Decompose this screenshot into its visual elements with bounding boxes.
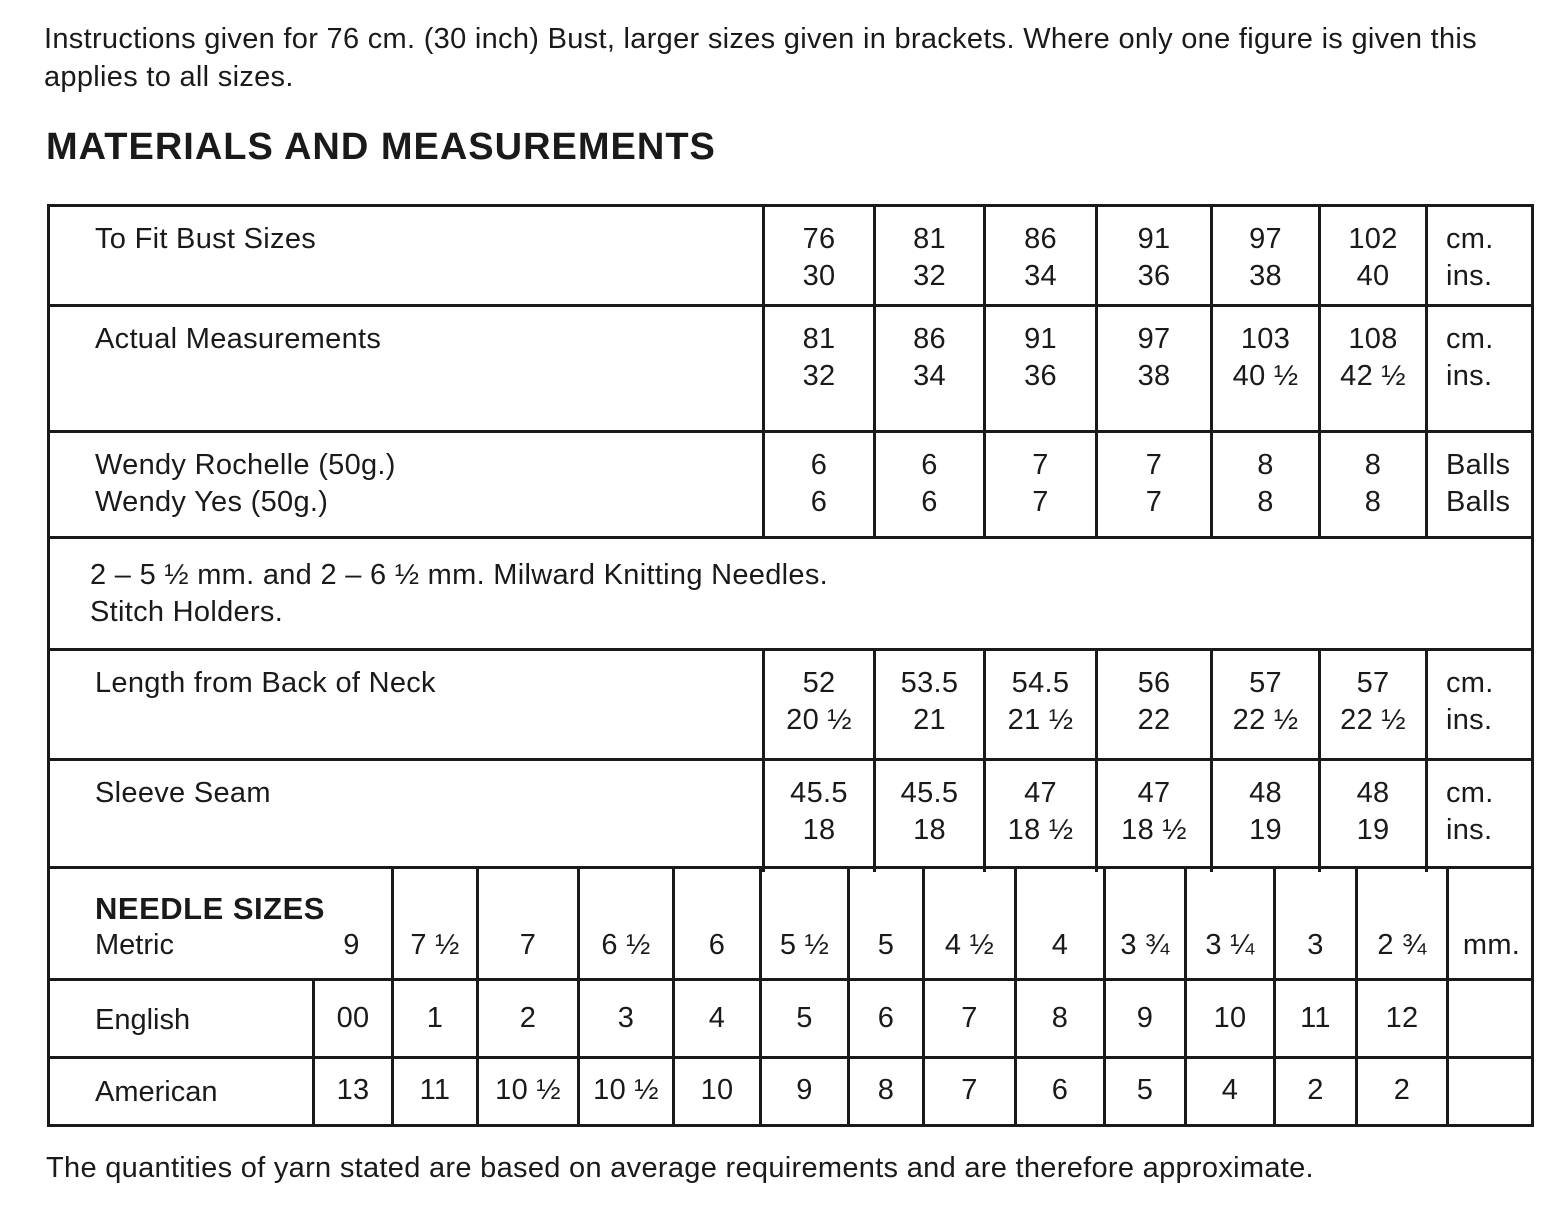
english-row-size-cell: 4	[672, 981, 759, 1056]
unit-cell	[1425, 307, 1534, 430]
value-line: 32	[802, 360, 836, 392]
unit-cell	[1425, 761, 1534, 872]
value-line: 30	[802, 260, 836, 292]
row-label	[50, 433, 762, 536]
american-row-size-cell: 5	[1103, 1059, 1184, 1124]
value-line: 47	[1024, 777, 1057, 809]
american-row-size-cell: 7	[922, 1059, 1014, 1124]
section-heading: MATERIALS AND MEASUREMENTS	[46, 126, 716, 168]
value-line: 18 ½	[1121, 814, 1187, 846]
label-line: Actual Measurements	[95, 323, 382, 355]
english-row-size-cell: 6	[847, 981, 922, 1056]
english-row-size-cell: 8	[1014, 981, 1103, 1056]
american-row-size-cell: 8	[847, 1059, 922, 1124]
value-line: 8	[1364, 486, 1382, 518]
value-line: 7	[1032, 486, 1049, 518]
american-row-size-cell: 10 ½	[577, 1059, 672, 1124]
unit-line: ins.	[1446, 260, 1493, 292]
yarn-row	[50, 433, 1531, 539]
size-value-cell	[1095, 307, 1210, 430]
value-line: 8	[1364, 449, 1382, 481]
row-label	[50, 207, 762, 304]
value-line: 52	[802, 667, 836, 699]
value-line: 7	[1032, 449, 1049, 481]
label-line: To Fit Bust Sizes	[95, 223, 317, 255]
size-value-cell	[762, 207, 873, 304]
unit-line: cm.	[1446, 667, 1494, 699]
needles-note	[50, 539, 1531, 648]
size-value-cell	[762, 651, 873, 758]
size-value-cell	[1095, 761, 1210, 872]
size-value-cell	[762, 761, 873, 872]
unit-line: Balls	[1446, 449, 1511, 481]
english-row-size-cell: 1	[391, 981, 476, 1056]
english-row-size-cell: 2	[476, 981, 577, 1056]
bust-sizes-row	[50, 207, 1531, 307]
size-value-cell	[983, 433, 1095, 536]
size-value-cell	[873, 433, 983, 536]
value-line: 91	[1024, 323, 1057, 355]
english-row-size-cell: 00	[312, 981, 391, 1056]
value-line: 18	[802, 814, 836, 846]
unit-line: ins.	[1446, 814, 1493, 846]
size-value-cell	[1210, 761, 1318, 872]
row-label	[50, 651, 762, 758]
value-line: 81	[802, 323, 836, 355]
size-value-cell	[1095, 207, 1210, 304]
size-value-cell	[1210, 307, 1318, 430]
value-line: 86	[1024, 223, 1057, 255]
size-value-cell	[1210, 433, 1318, 536]
value-line: 45.5	[900, 777, 959, 809]
label-line: Length from Back of Neck	[95, 667, 436, 699]
needle-sizes-title: NEEDLE SIZES	[95, 891, 325, 926]
value-line: 19	[1249, 814, 1282, 846]
american-row-size-cell: 2	[1355, 1059, 1446, 1124]
value-line: 48	[1249, 777, 1282, 809]
value-line: 54.5	[1011, 667, 1070, 699]
size-value-cell	[1095, 651, 1210, 758]
size-value-cell	[873, 651, 983, 758]
metric-size-cell: 3 ¾	[1103, 869, 1184, 978]
american-row-size-cell: 11	[391, 1059, 476, 1124]
value-line: 42 ½	[1340, 360, 1406, 392]
unit-line: ins.	[1446, 360, 1493, 392]
metric-size-cell: 3	[1273, 869, 1355, 978]
value-line: 38	[1249, 260, 1282, 292]
value-line: 6	[921, 449, 938, 481]
needles-note-row	[50, 539, 1531, 651]
value-line: 97	[1249, 223, 1282, 255]
english-row-label: English	[95, 1004, 191, 1036]
size-value-cell	[873, 761, 983, 872]
value-line: 7	[1145, 449, 1163, 481]
english-row-size-cell: 9	[1103, 981, 1184, 1056]
row-label	[50, 307, 762, 430]
value-line: 102	[1348, 223, 1398, 255]
intro-text: Instructions given for 76 cm. (30 inch) Bust, larger sizes given in brackets. Where only one figure is given this applies to all sizes.	[44, 23, 1477, 93]
value-line: 34	[1024, 260, 1057, 292]
length-row	[50, 651, 1531, 761]
unit-line: cm.	[1446, 223, 1494, 255]
english-row-size-cell: 10	[1184, 981, 1273, 1056]
sleeve-seam-row	[50, 761, 1531, 872]
unit-cell	[1425, 651, 1534, 758]
value-line: 48	[1356, 777, 1390, 809]
value-line: 8	[1257, 449, 1274, 481]
metric-size-cell: 3 ¼	[1184, 869, 1273, 978]
measurements-table	[47, 204, 1534, 869]
size-value-cell	[1318, 651, 1425, 758]
american-row-unit-cell	[1446, 1059, 1534, 1124]
metric-size-cell: 7 ½	[391, 869, 476, 978]
value-line: 81	[913, 223, 946, 255]
unit-line: cm.	[1446, 323, 1494, 355]
size-value-cell	[1210, 651, 1318, 758]
value-line: 22 ½	[1340, 704, 1406, 736]
actual-measurements-row	[50, 307, 1531, 433]
value-line: 36	[1024, 360, 1057, 392]
size-value-cell	[983, 307, 1095, 430]
value-line: 7	[1145, 486, 1163, 518]
metric-size-cell: 2 ¾	[1355, 869, 1446, 978]
unit-cell	[1425, 207, 1534, 304]
value-line: 47	[1137, 777, 1171, 809]
label-line: Wendy Rochelle (50g.)	[95, 449, 396, 481]
value-line: 6	[921, 486, 938, 518]
size-value-cell	[1210, 207, 1318, 304]
american-row-size-cell: 10	[672, 1059, 759, 1124]
unit-cell	[1425, 433, 1534, 536]
value-line: 18 ½	[1007, 814, 1074, 846]
american-row-size-cell: 10 ½	[476, 1059, 577, 1124]
unit-line: cm.	[1446, 777, 1494, 809]
english-row-size-cell: 7	[922, 981, 1014, 1056]
english-row-size-cell: 3	[577, 981, 672, 1056]
size-value-cell	[873, 307, 983, 430]
size-value-cell	[1318, 307, 1425, 430]
size-value-cell	[983, 651, 1095, 758]
size-value-cell	[983, 761, 1095, 872]
size-value-cell	[873, 207, 983, 304]
label-line: Wendy Yes (50g.)	[95, 486, 329, 518]
american-row-size-cell: 9	[759, 1059, 847, 1124]
size-value-cell	[762, 307, 873, 430]
value-line: 57	[1356, 667, 1390, 699]
metric-size-cell: 9	[343, 929, 360, 961]
american-row-size-cell: 13	[312, 1059, 391, 1124]
value-line: 8	[1257, 486, 1274, 518]
value-line: 21	[913, 704, 946, 736]
value-line: 22	[1137, 704, 1171, 736]
unit-line: Balls	[1446, 486, 1511, 518]
value-line: 34	[913, 360, 946, 392]
american-row-size-cell: 4	[1184, 1059, 1273, 1124]
row-label	[50, 761, 762, 872]
value-line: 36	[1137, 260, 1171, 292]
metric-size-cell: 6	[672, 869, 759, 978]
size-value-cell	[1318, 433, 1425, 536]
value-line: 45.5	[790, 777, 848, 809]
metric-size-cell: 7	[476, 869, 577, 978]
american-row	[50, 1059, 1531, 1124]
metric-size-cell: 6 ½	[577, 869, 672, 978]
metric-unit-cell: mm.	[1446, 869, 1534, 978]
size-value-cell	[1318, 761, 1425, 872]
value-line: 40	[1356, 260, 1390, 292]
value-line: 19	[1356, 814, 1390, 846]
size-value-cell	[1318, 207, 1425, 304]
english-row-size-cell: 12	[1355, 981, 1446, 1056]
value-line: 103	[1240, 323, 1291, 355]
note-line: Stitch Holders.	[90, 596, 284, 628]
metric-size-cell: 4 ½	[922, 869, 1014, 978]
size-value-cell	[1095, 433, 1210, 536]
value-line: 56	[1137, 667, 1171, 699]
english-row-size-cell: 11	[1273, 981, 1355, 1056]
value-line: 108	[1348, 323, 1398, 355]
note-line: 2 – 5 ½ mm. and 2 – 6 ½ mm. Milward Knitting Needles.	[90, 559, 828, 591]
metric-size-cell: 5	[847, 869, 922, 978]
value-line: 57	[1249, 667, 1282, 699]
value-line: 6	[810, 486, 828, 518]
english-row-unit-cell	[1446, 981, 1534, 1056]
american-row-size-cell: 6	[1014, 1059, 1103, 1124]
metric-size-cell: 4	[1014, 869, 1103, 978]
value-line: 86	[913, 323, 946, 355]
value-line: 91	[1137, 223, 1171, 255]
value-line: 53.5	[900, 667, 959, 699]
value-line: 6	[810, 449, 828, 481]
value-line: 22 ½	[1232, 704, 1299, 736]
value-line: 40 ½	[1232, 360, 1299, 392]
value-line: 97	[1137, 323, 1171, 355]
english-row	[50, 981, 1531, 1059]
value-line: 18	[913, 814, 946, 846]
unit-line: ins.	[1446, 704, 1493, 736]
needle-sizes-table	[47, 866, 1534, 1127]
value-line: 76	[802, 223, 836, 255]
label-line: Sleeve Seam	[95, 777, 271, 809]
footer-note: The quantities of yarn stated are based on average requirements and are therefore approximate.	[46, 1152, 1314, 1184]
metric-row	[50, 869, 1531, 981]
value-line: 21 ½	[1007, 704, 1074, 736]
value-line: 32	[913, 260, 946, 292]
value-line: 20 ½	[786, 704, 852, 736]
size-value-cell	[762, 433, 873, 536]
american-row-size-cell: 2	[1273, 1059, 1355, 1124]
metric-label: Metric	[95, 929, 174, 961]
size-value-cell	[983, 207, 1095, 304]
english-row-size-cell: 5	[759, 981, 847, 1056]
value-line: 38	[1137, 360, 1171, 392]
metric-size-cell: 5 ½	[759, 869, 847, 978]
american-row-label: American	[95, 1076, 218, 1108]
